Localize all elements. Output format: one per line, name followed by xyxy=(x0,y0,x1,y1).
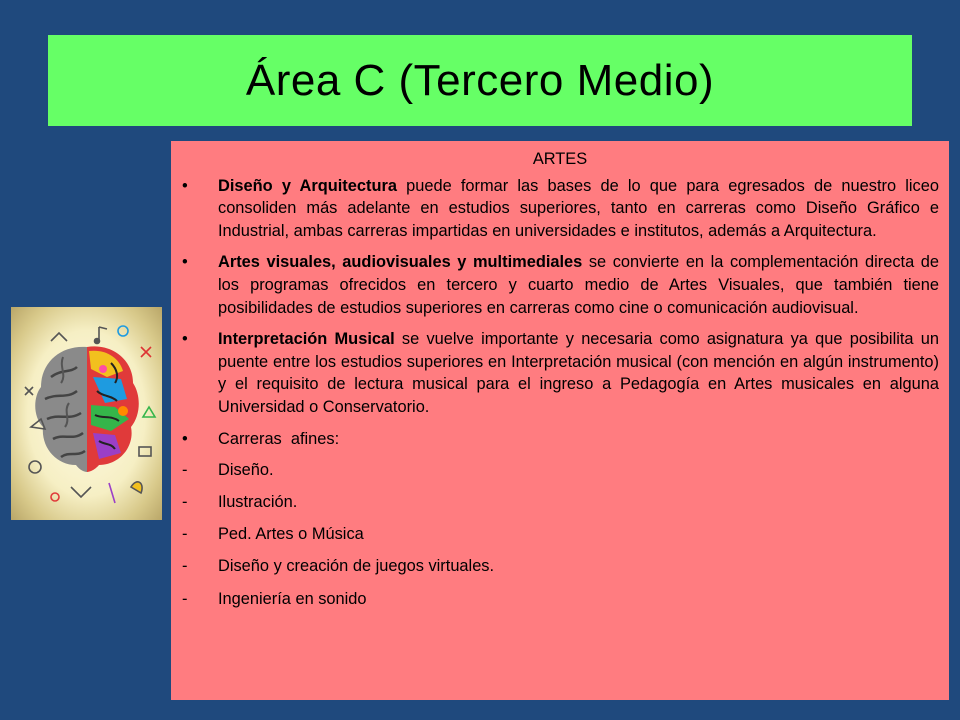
dash-mark: - xyxy=(182,461,188,480)
bullet-body: se convierte en la complementación directa de los programas ofrecidos en tercero y cuarto medio de Artes Visuales, que también tiene posibilidades de estudios superiores en carreras como cine o comunicación audiovisual. xyxy=(218,253,939,317)
bullet-body: puede formar las bases de lo que para egresados de nuestro liceo consoliden más adelante en estudios superiores, tanto en carreras como Diseño Gráfico e Industrial, ambas carreras impartidas en universidades e institutos, además a Arquitectura. xyxy=(218,176,939,240)
bullet-text xyxy=(218,428,939,451)
bullet-text xyxy=(218,251,939,319)
career-label: Ped. Artes o Música xyxy=(218,525,364,544)
bullet-mark: • xyxy=(182,253,188,272)
career-label: Ilustración. xyxy=(218,493,298,512)
brain-icon xyxy=(11,307,162,520)
bullet-item xyxy=(181,428,939,451)
career-item xyxy=(181,555,939,578)
dash-mark: - xyxy=(182,525,188,544)
career-label: Ingeniería en sonido xyxy=(218,589,367,608)
career-item xyxy=(181,523,939,546)
slide-title: Área C (Tercero Medio) xyxy=(245,55,715,105)
career-item xyxy=(181,588,939,611)
bullet-mark: • xyxy=(182,429,188,448)
bullet-item xyxy=(181,251,939,319)
career-label: Diseño y creación de juegos virtuales. xyxy=(218,557,495,576)
career-item xyxy=(181,459,939,482)
bullet-body: Carreras afines: xyxy=(218,429,340,448)
content-panel xyxy=(171,141,949,700)
brain-art-image xyxy=(11,307,162,520)
bullet-text xyxy=(218,175,939,243)
bullet-bold: Interpretación Musical xyxy=(218,330,395,349)
bullet-mark: • xyxy=(182,330,188,349)
brain-right-hemisphere xyxy=(87,346,139,472)
bullet-bold: Diseño y Arquitectura xyxy=(218,176,397,195)
career-label: Diseño. xyxy=(218,461,274,480)
section-title: ARTES xyxy=(532,150,588,168)
bullet-text xyxy=(218,328,939,418)
bullet-body: se vuelve importante y necesaria como asignatura ya que posibilita un puente entre los estudios superiores en Interpretación musical (con mención en algún instrumento) y el requisito de lectura musical para el ingreso a Pedagogía en Artes musicales en alguna Universidad o Conservatorio. xyxy=(218,330,939,416)
bullet-bold: Artes visuales, audiovisuales y multimediales xyxy=(218,253,583,272)
dash-mark: - xyxy=(182,589,188,608)
brain-left-hemisphere xyxy=(35,347,87,472)
title-banner xyxy=(48,35,912,126)
dash-mark: - xyxy=(182,493,188,512)
dash-mark: - xyxy=(182,557,188,576)
bullet-mark: • xyxy=(182,176,188,195)
bullet-item xyxy=(181,328,939,418)
bullet-item xyxy=(181,175,939,243)
career-item xyxy=(181,491,939,514)
